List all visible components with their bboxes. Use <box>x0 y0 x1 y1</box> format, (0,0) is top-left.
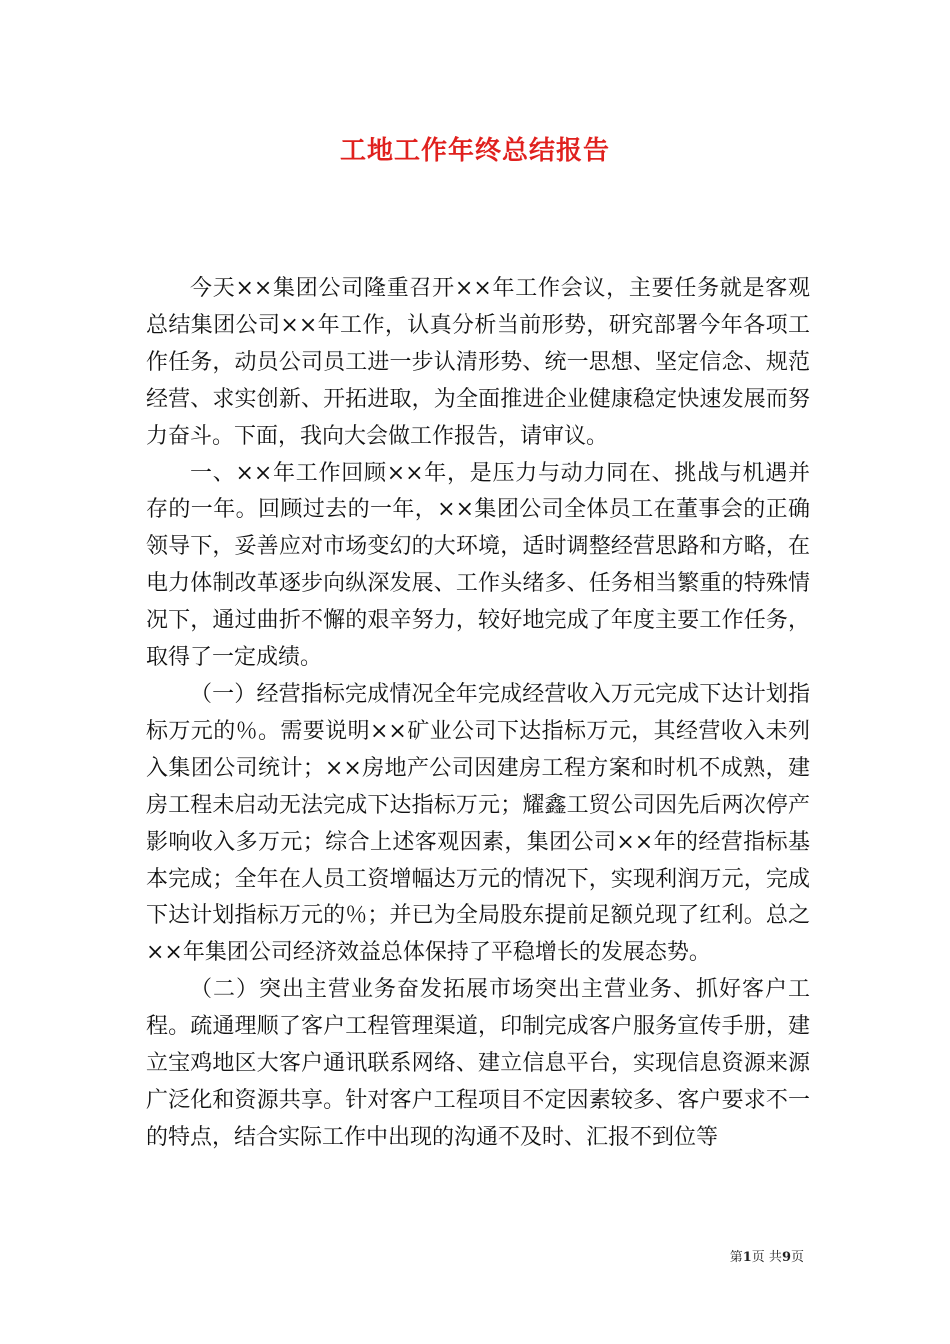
paragraph-business-indicators: （一）经营指标完成情况全年完成经营收入万元完成下达计划指标万元的％。需要说明××矿业公司下达指标万元，其经营收入未列入集团公司统计；××房地产公司因建房工程方案和时机不成熟，建房工程未启动无法完成下达指标万元；耀鑫工贸公司因先后两次停产影响收入多万元；综合上述客观因素，集团公司××年的经营指标基本完成；全年在人员工资增幅达万元的情况下，实现利润万元，完成下达计划指标万元的％；并已为全局股东提前足额兑现了红利。总之××年集团公司经济效益总体保持了平稳增长的发展态势。 <box>146 681 810 966</box>
paragraph-main-business: （二）突出主营业务奋发拓展市场突出主营业务、抓好客户工程。疏通理顺了客户工程管理渠道，印制完成客户服务宣传手册，建立宝鸡地区大客户通讯联系网络、建立信息平台，实现信息资源来源广泛化和资源共享。针对客户工程项目不定因素较多、客户要求不一的特点，结合实际工作中出现的沟通不及时、汇报不到位等 <box>146 977 810 1150</box>
footer-total-pages: 9 <box>781 1250 791 1265</box>
footer-prefix: 第 <box>729 1250 743 1265</box>
footer-current-page: 1 <box>742 1250 752 1265</box>
footer-suffix: 页 <box>790 1250 804 1265</box>
page-number-footer <box>730 1246 804 1265</box>
paragraph-section-1-review: 一、××年工作回顾××年，是压力与动力同在、挑战与机遇并存的一年。回顾过去的一年，××集团公司全体员工在董事会的正确领导下，妥善应对市场变幻的大环境，适时调整经营思路和方略，在电力体制改革逐步向纵深发展、工作头绪多、任务相当繁重的特殊情况下，通过曲折不懈的艰辛努力，较好地完成了年度主要工作任务，取得了一定成绩。 <box>146 460 810 671</box>
document-body <box>146 271 810 1157</box>
document-title: 工地工作年终总结报告 <box>339 136 610 166</box>
footer-middle: 页 共 <box>751 1250 782 1265</box>
paragraph-intro: 今天××集团公司隆重召开××年工作会议，主要任务就是客观总结集团公司××年工作，认真分析当前形势，研究部署今年各项工作任务，动员公司员工进一步认清形势、统一思想、坚定信念、规范经营、求实创新、开拓进取，为全面推进企业健康稳定快速发展而努力奋斗。下面，我向大会做工作报告，请审议。 <box>146 276 810 449</box>
